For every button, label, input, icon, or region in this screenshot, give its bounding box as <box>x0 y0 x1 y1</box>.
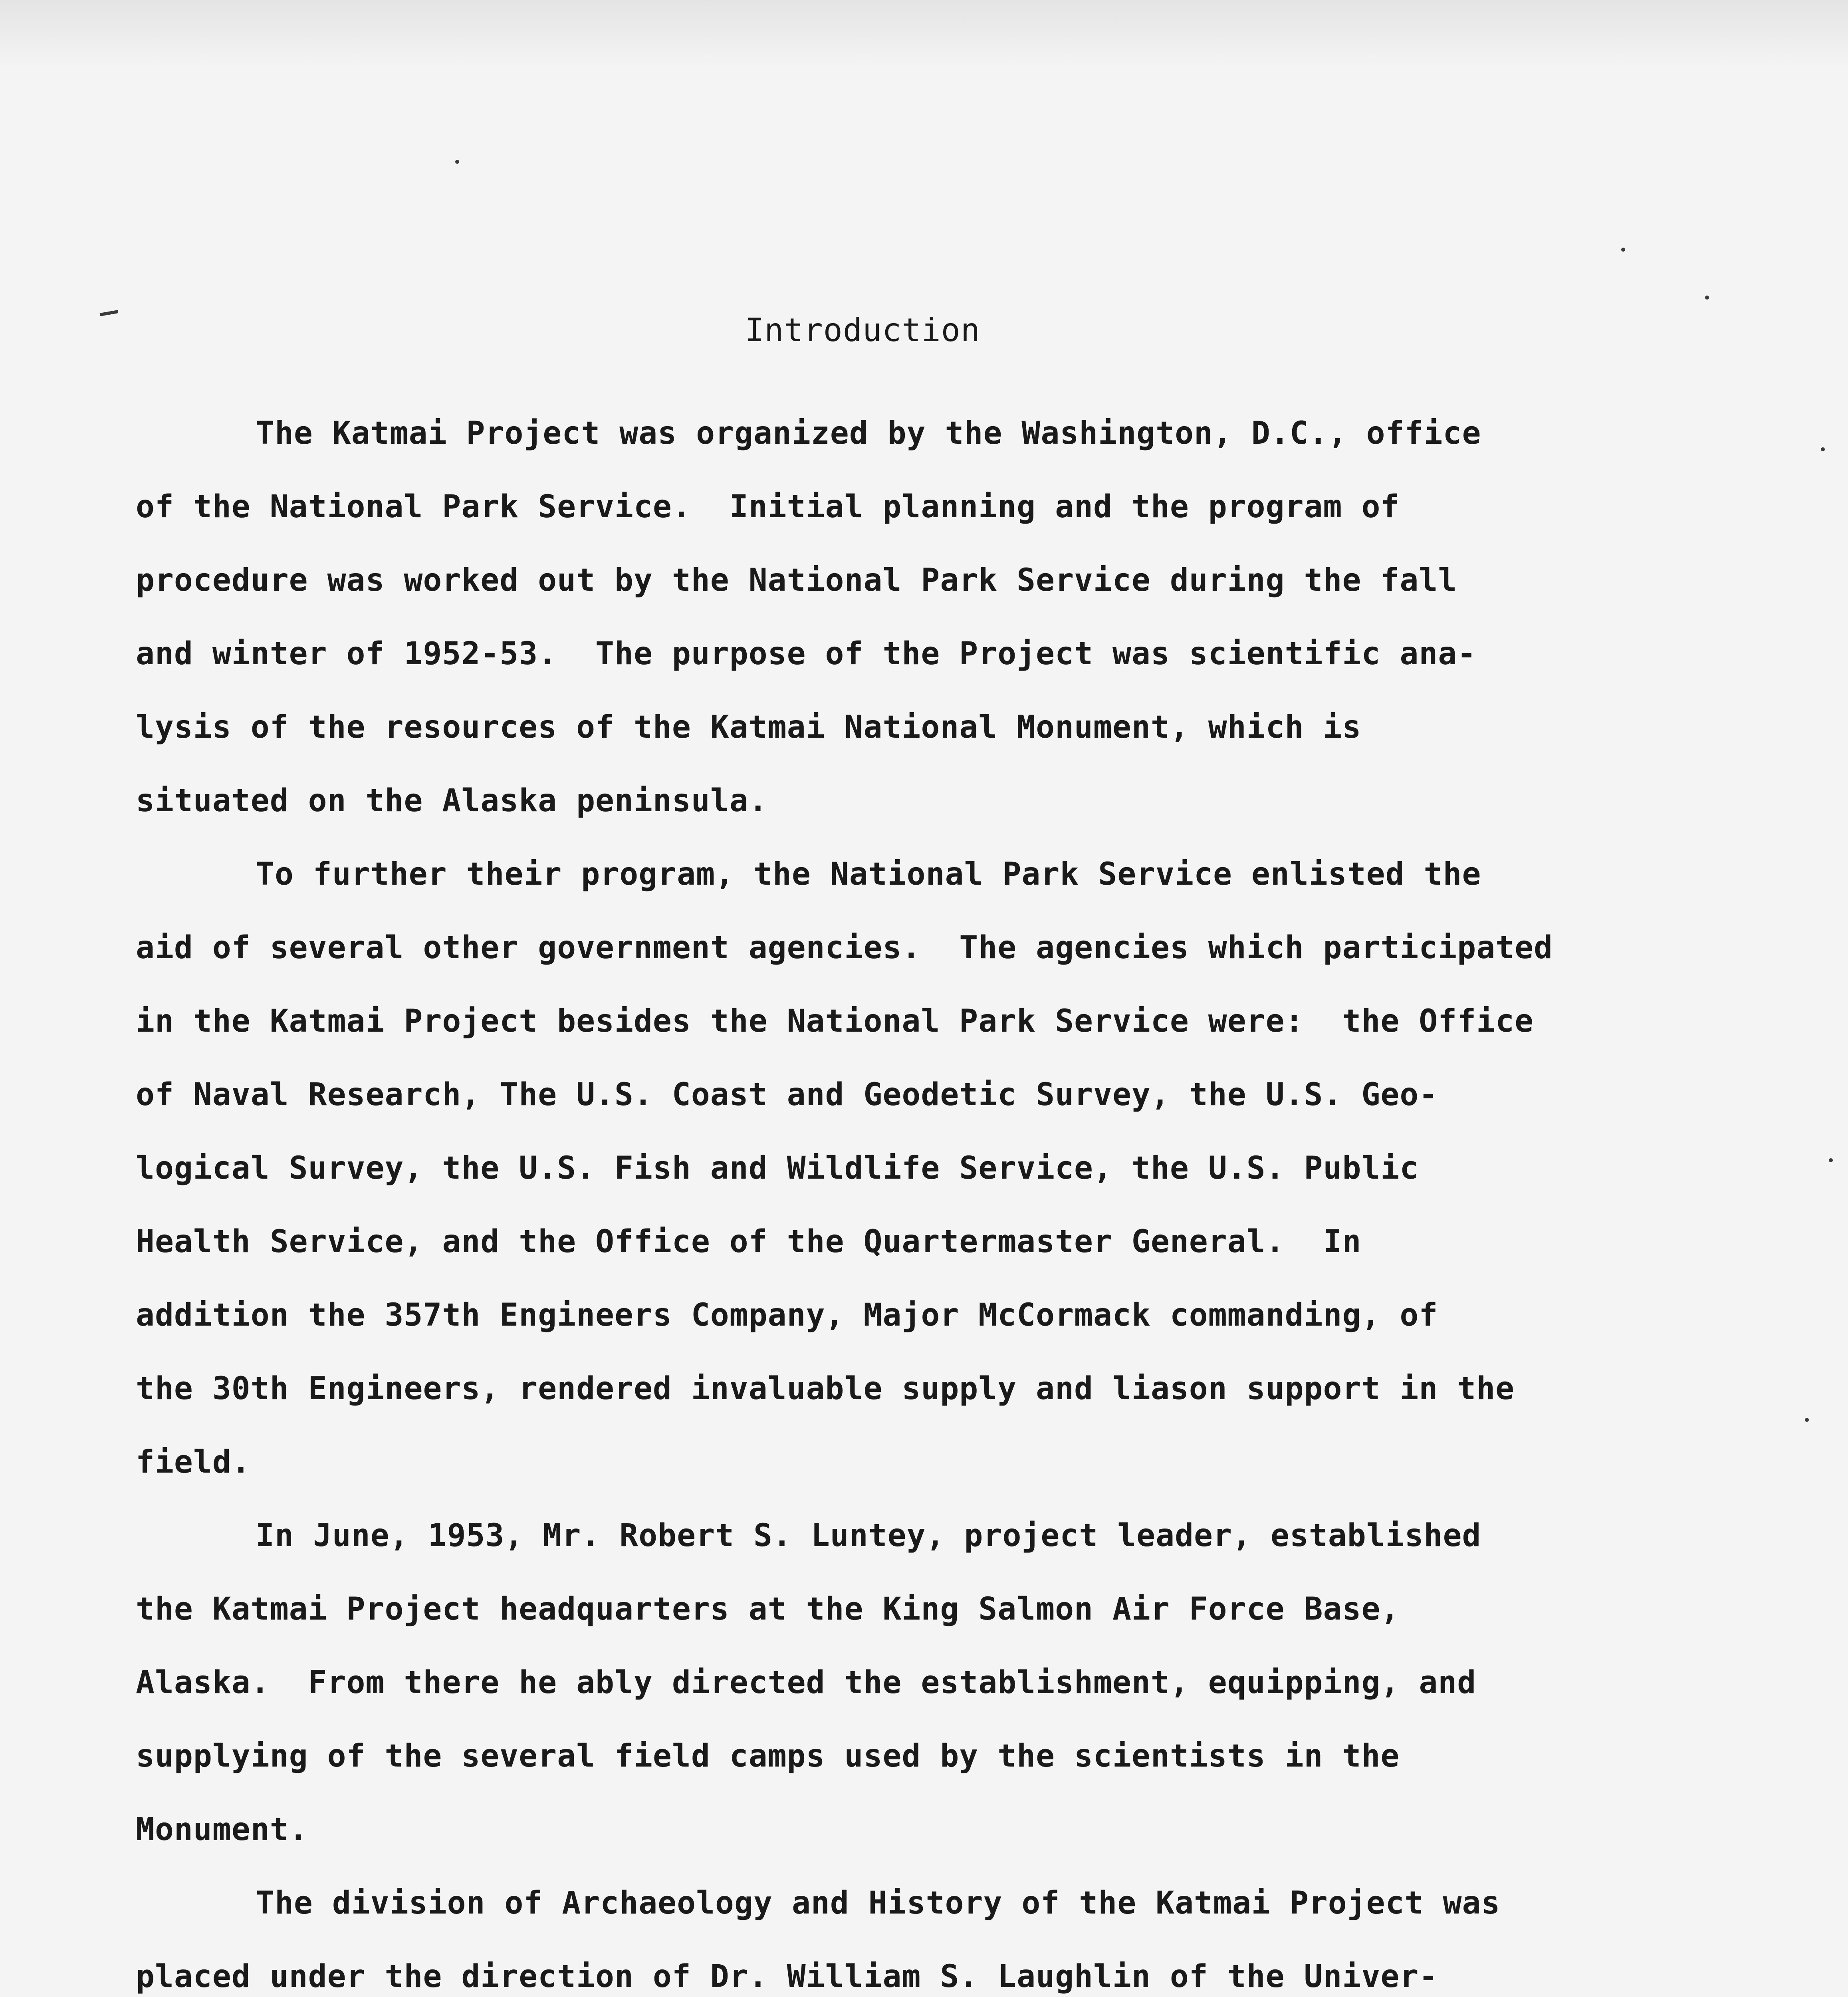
text-line: of the National Park Service. Initial planning and the program of <box>136 489 1400 525</box>
scan-speck <box>1621 248 1625 252</box>
text-line: The division of Archaeology and History of the Katmai Project was <box>256 1885 1501 1921</box>
text-line: In June, 1953, Mr. Robert S. Luntey, project leader, established <box>256 1518 1481 1554</box>
text-line: aid of several other government agencies. The agencies which participated <box>136 930 1553 966</box>
text-line: procedure was worked out by the National Park Service during the fall <box>136 562 1457 598</box>
text-line: the Katmai Project headquarters at the King Salmon Air Force Base, <box>136 1591 1400 1627</box>
text-line: lysis of the resources of the Katmai National Monument, which is <box>136 709 1362 745</box>
text-line: field. <box>136 1444 251 1480</box>
text-line: situated on the Alaska peninsula. <box>136 783 768 819</box>
text-line: the 30th Engineers, rendered invaluable supply and liason support in the <box>136 1371 1515 1407</box>
text-line: The Katmai Project was organized by the Washington, D.C., office <box>256 415 1481 451</box>
scan-mark <box>100 310 119 316</box>
text-line: Alaska. From there he ably directed the establishment, equipping, and <box>136 1665 1477 1701</box>
typed-text-body <box>136 312 1813 1997</box>
text-line: of Naval Research, The U.S. Coast and Geodetic Survey, the U.S. Geo- <box>136 1077 1438 1113</box>
scan-edge-shadow <box>0 0 1848 68</box>
text-line: To further their program, the National Park Service enlisted the <box>256 856 1481 892</box>
text-line: placed under the direction of Dr. William S. Laughlin of the Univer- <box>136 1959 1438 1995</box>
scan-speck <box>455 160 459 164</box>
text-line: and winter of 1952-53. The purpose of the Project was scientific ana- <box>136 636 1477 672</box>
scan-speck <box>1705 296 1709 300</box>
scan-speck <box>1829 1158 1833 1162</box>
text-line: Health Service, and the Office of the Quartermaster General. In <box>136 1224 1362 1260</box>
text-line: in the Katmai Project besides the National Park Service were: the Office <box>136 1003 1534 1039</box>
text-line: logical Survey, the U.S. Fish and Wildlife Service, the U.S. Public <box>136 1150 1419 1186</box>
text-line: addition the 357th Engineers Company, Major McCormack commanding, of <box>136 1297 1438 1333</box>
text-line: supplying of the several field camps used by the scientists in the <box>136 1738 1400 1774</box>
page-title: Introduction <box>745 312 980 349</box>
text-line: Monument. <box>136 1812 308 1848</box>
scan-speck <box>1821 447 1825 451</box>
